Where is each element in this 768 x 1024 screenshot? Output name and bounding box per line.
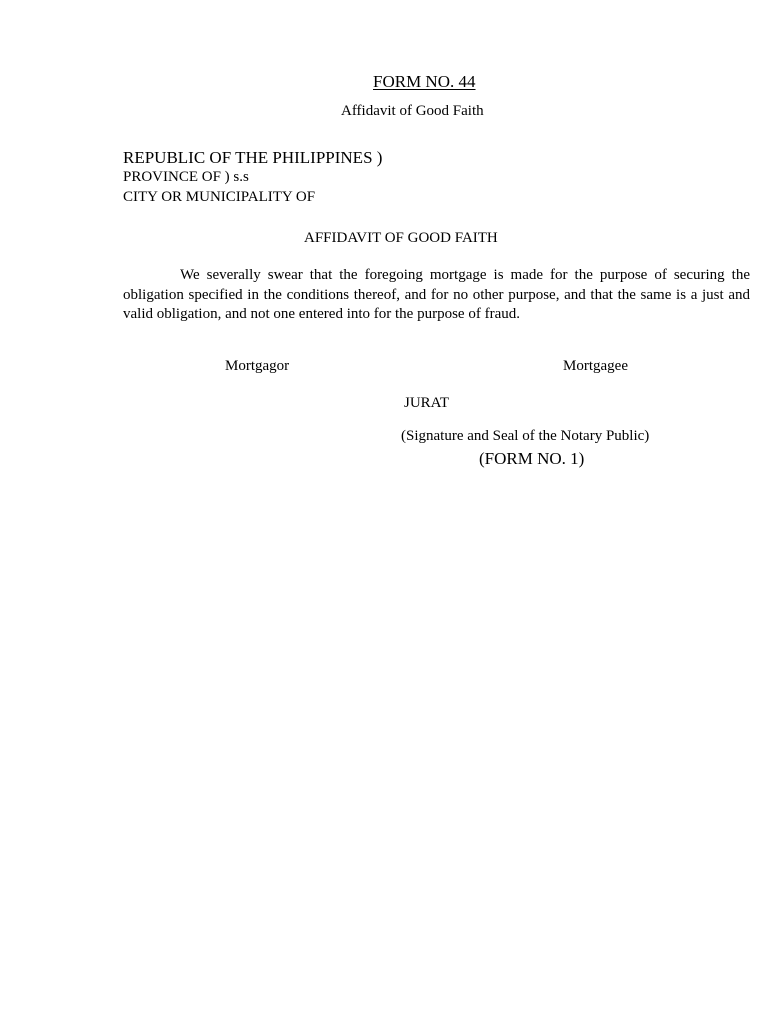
venue-province: PROVINCE OF ) s.s (123, 169, 249, 185)
form-reference: (FORM NO. 1) (479, 449, 585, 468)
form-subtitle: Affidavit of Good Faith (341, 103, 484, 119)
mortgagor-label: Mortgagor (225, 358, 290, 374)
affidavit-body: We severally swear that the foregoing mortgage is made for the purpose of securing the obligation specified in the conditions thereof, and for no other purpose, and that the same is a just and valid obligation, and not one entered into for the purpose of fraud. (123, 267, 750, 322)
notary-signature-line: (Signature and Seal of the Notary Public) (401, 428, 650, 444)
venue-republic: REPUBLIC OF THE PHILIPPINES ) (123, 148, 383, 167)
venue-city: CITY OR MUNICIPALITY OF (123, 189, 316, 205)
jurat-label: JURAT (404, 395, 450, 411)
affidavit-heading: AFFIDAVIT OF GOOD FAITH (304, 230, 498, 246)
mortgagee-label: Mortgagee (563, 358, 628, 374)
form-number-title: FORM NO. 44 (373, 72, 476, 91)
